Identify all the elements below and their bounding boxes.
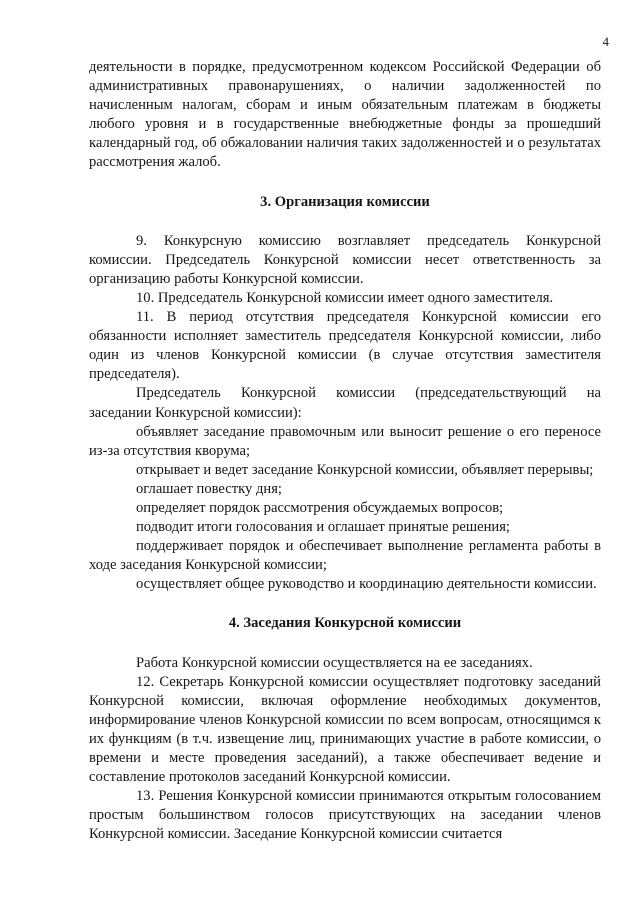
section-3-paragraph: Председатель Конкурсной комиссии (председательствующий на заседании Конкурсной комиссии): [89,385,601,421]
section-4-paragraph: Работа Конкурсной комиссии осуществляется на ее заседаниях. [136,654,533,671]
section-3-list-item: подводит итоги голосования и оглашает принятые решения; [136,519,510,536]
section-3-list-item: поддерживает порядок и обеспечивает выполнение регламента работы в ходе заседания Конкурсной комиссии; [89,538,601,574]
section-3-list-item: осуществляет общее руководство и координацию деятельности комиссии. [136,576,597,593]
section-3-list-item: открывает и ведет заседание Конкурсной комиссии, объявляет перерывы; [136,461,594,478]
intro-paragraph: деятельности в порядке, предусмотренном кодексом Российской Федерации об административных правонарушениях, о наличии задолженностей по начисленным налогам, сборам и иным обязательным платежам в бюджеты любого уровня и в государственные внебюджетные фонды за прошедший календарный год, об обжаловании наличия таких задолженностей и о результатах рассмотрения жалоб. [89,59,601,171]
page-number: 4 [602,34,609,49]
document-body [89,58,601,844]
section-4-paragraph: 13. Решения Конкурсной комиссии принимаются открытым голосованием простым большинством голосов присутствующих на заседании членов Конкурсной комиссии. Заседание Конкурсной комиссии считается [89,788,601,843]
section-3-list-item: оглашает повестку дня; [136,480,282,497]
section-3-heading: 3. Организация комиссии [260,193,430,210]
section-3-paragraph: 10. Председатель Конкурсной комиссии имеет одного заместителя. [136,289,554,306]
section-3-paragraph: 9. Конкурсную комиссию возглавляет председатель Конкурсной комиссии. Председатель Конкурсной комиссии несет ответственность за организацию работы Конкурсной комиссии. [89,232,601,287]
section-3-paragraph: 11. В период отсутствия председателя Конкурсной комиссии его обязанности исполняет заместитель председателя Конкурсной комиссии, либо один из членов Конкурсной комиссии (в случае отсутствия заместителя председателя). [89,309,601,383]
section-3-list-item: объявляет заседание правомочным или выносит решение о его переносе из-за отсутствия кворума; [89,423,601,459]
section-3-list-item: определяет порядок рассмотрения обсуждаемых вопросов; [136,499,504,516]
section-4-heading: 4. Заседания Конкурсной комиссии [228,615,462,632]
section-4-paragraph: 12. Секретарь Конкурсной комиссии осуществляет подготовку заседаний Конкурсной комиссии, включая оформление необходимых документов, информирование членов Конкурсной комиссии по всем вопросам, относящимся к их функциям (в т.ч. извещение лиц, принимающих участие в работе комиссии, о времени и месте проведения заседаний), а также обеспечивает ведение и составление протоколов заседаний Конкурсной комиссии. [89,673,601,786]
